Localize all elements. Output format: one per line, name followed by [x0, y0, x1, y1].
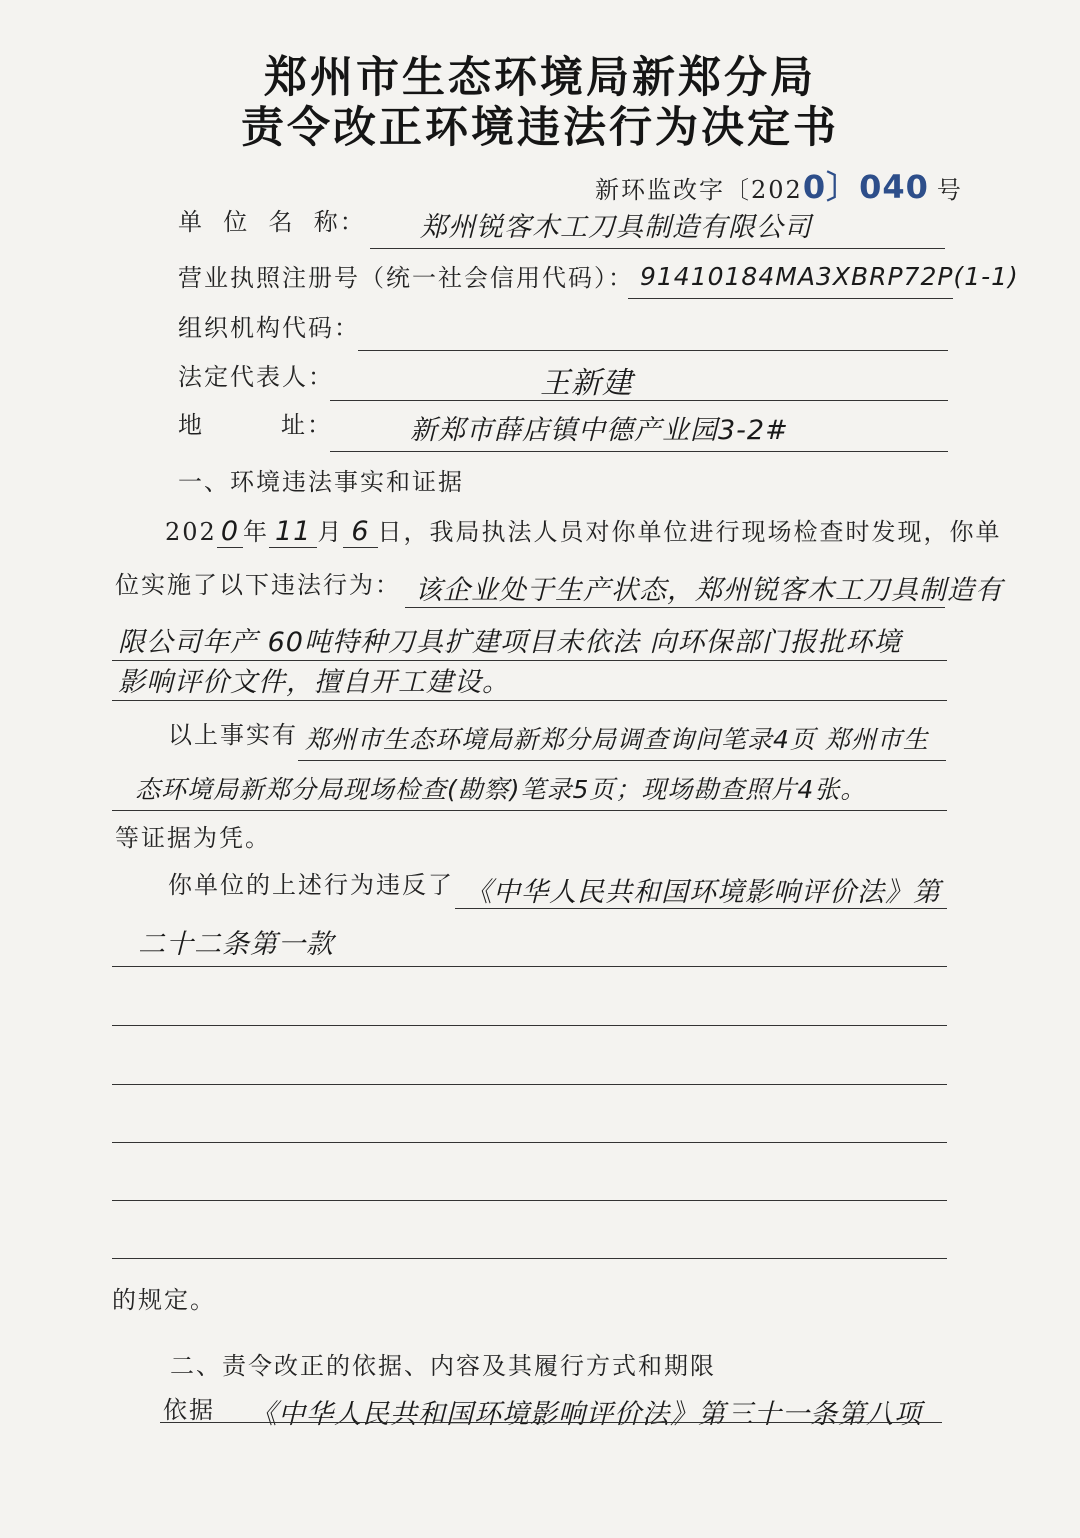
- violation-line1: 该企业处于生产状态，郑州锐客木工刀具制造有: [415, 575, 1003, 606]
- month-char: 月: [317, 518, 344, 546]
- unit-name-label: 单 位 名 称：: [178, 208, 366, 236]
- document-title-line1: 郑州市生态环境局新郑分局: [264, 53, 816, 103]
- unit-name-value: 郑州锐客木工刀具制造有限公司: [420, 212, 812, 243]
- date-prefix: 202: [165, 518, 217, 546]
- basis-value: 《中华人民共和国环境影响评价法》第三十一条第八项: [250, 1399, 922, 1430]
- document-title-line2: 责令改正环境违法行为决定书: [241, 103, 839, 153]
- violated-intro: 你单位的上述行为违反了: [168, 871, 454, 899]
- legal-rep-underline: [330, 400, 948, 401]
- evidence-intro: 以上事实有: [168, 721, 298, 749]
- doc-number-suffix: 号: [936, 176, 963, 204]
- violation-intro: 位实施了以下违法行为：: [115, 571, 401, 599]
- violated-line2: 二十二条第一款: [138, 929, 334, 960]
- evidence-underline2: [112, 810, 947, 811]
- doc-number-prefix: 新环监改字〔202: [595, 176, 803, 204]
- address-underline: [330, 451, 948, 452]
- license-underline: [628, 298, 953, 299]
- evidence-line2: 态环境局新郑分局现场检查(勘察)笔录5页；现场勘查照片4张。: [135, 775, 867, 804]
- violation-underline1: [405, 607, 945, 608]
- date-sentence: 日，我局执法人员对你单位进行现场检查时发现，你单: [377, 518, 1002, 546]
- violated-line1: 《中华人民共和国环境影响评价法》第: [465, 877, 941, 908]
- evidence-underline1: [298, 760, 946, 761]
- evidence-outro: 等证据为凭。: [115, 824, 271, 852]
- blank-line-4: [112, 1142, 947, 1143]
- violation-underline3: [112, 700, 947, 701]
- evidence-line1: 郑州市生态环境局新郑分局调查询问笔录4页 郑州市生: [305, 725, 929, 754]
- violation-line3: 影响评价文件，擅自开工建设。: [118, 667, 510, 698]
- blank-line-5: [112, 1200, 947, 1201]
- date-year-digit: 0: [217, 516, 243, 548]
- unit-name-underline: [370, 248, 945, 249]
- license-value: 91410184MA3XBRP72P(1-1): [640, 262, 1019, 291]
- section2-heading: 二、责令改正的依据、内容及其履行方式和期限: [170, 1352, 716, 1380]
- address-value: 新郑市薛店镇中德产业园3-2#: [410, 415, 789, 446]
- org-code-label: 组织机构代码：: [178, 314, 360, 342]
- legal-rep-value: 王新建: [540, 366, 633, 401]
- address-label: 地 址：: [178, 411, 334, 439]
- inspection-date-line: [165, 512, 1002, 547]
- blank-line-2: [112, 1025, 947, 1026]
- org-code-underline: [358, 350, 948, 351]
- blank-line-6: [112, 1258, 947, 1259]
- date-month: 11: [269, 516, 317, 548]
- document-number: [595, 162, 963, 208]
- conclusion-text: 的规定。: [112, 1286, 216, 1314]
- legal-rep-label: 法定代表人：: [178, 363, 334, 391]
- license-label: 营业执照注册号（统一社会信用代码）：: [178, 264, 634, 292]
- blank-line-1: [112, 966, 947, 967]
- basis-label: 依据: [163, 1396, 215, 1424]
- violated-underline1: [455, 908, 947, 909]
- doc-number-handwritten: 0〕040: [802, 168, 929, 206]
- basis-underline: [160, 1422, 942, 1423]
- year-char: 年: [243, 518, 269, 546]
- blank-line-3: [112, 1084, 947, 1085]
- date-day: 6: [343, 516, 377, 548]
- violation-line2: 限公司年产 60吨特种刀具扩建项目未依法 向环保部门报批环境: [118, 627, 902, 658]
- section1-heading: 一、环境违法事实和证据: [178, 468, 464, 496]
